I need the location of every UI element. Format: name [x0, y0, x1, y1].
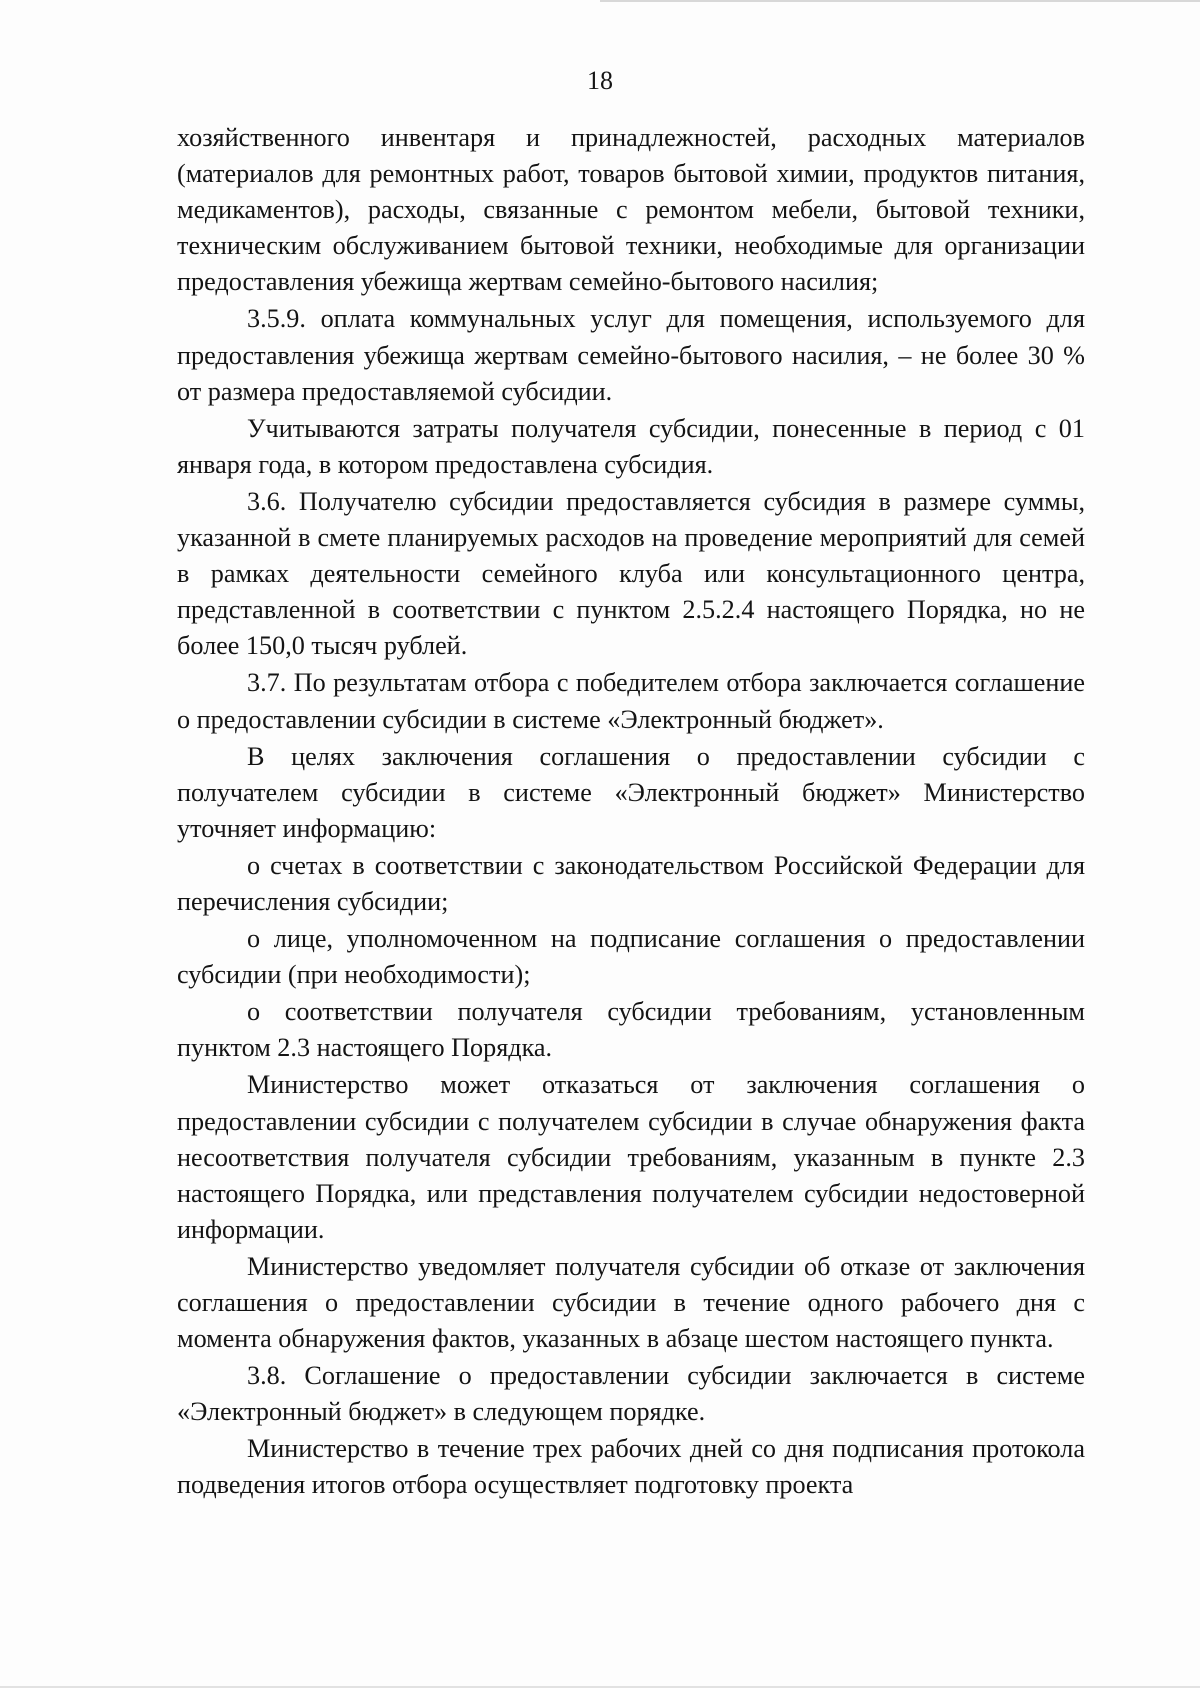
paragraph-ministry-prepares: Министерство в течение трех рабочих дней со дня подписания протокола подведения итогов отбора осуществляет подготовку проекта	[177, 1434, 1085, 1500]
paragraph-signatory: о лице, уполномоченном на подписание соглашения о предоставлении субсидии (при необходимости);	[177, 924, 1085, 990]
paragraph-accounts: о счетах в соответствии с законодательством Российской Федерации для перечисления субсидии;	[177, 850, 1085, 916]
paragraph-notification: Министерство уведомляет получателя субсидии об отказе от заключения соглашения о предоставлении субсидии в течение одного рабочего дня с момента обнаружения фактов, указанных в абзаце шестом настоящего пункта.	[177, 1251, 1085, 1354]
paragraph-3-8: 3.8. Соглашение о предоставлении субсидии заключается в системе «Электронный бюджет» в следующем порядке.	[177, 1361, 1085, 1427]
paragraph-3-5-9: 3.5.9. оплата коммунальных услуг для помещения, используемого для предоставления убежища жертвам семейно-бытового насилия, – не более 30 % от размера предоставляемой субсидии.	[177, 304, 1085, 406]
paragraph-requirements: о соответствии получателя субсидии требованиям, установленным пунктом 2.3 настоящего Порядка.	[177, 997, 1085, 1063]
page-number: 18	[587, 66, 613, 95]
scan-edge-top	[600, 0, 1200, 2]
paragraph-3-6: 3.6. Получателю субсидии предоставляется субсидия в размере суммы, указанной в смете планируемых расходов на проведение мероприятий для семей в рамках деятельности семейного клуба или консультационного центра, представленной в соответствии с пунктом 2.5.2.4 настоящего Порядка, но не более 150,0 тысяч рублей.	[177, 486, 1085, 661]
paragraph-3-7: 3.7. По результатам отбора с победителем отбора заключается соглашение о предоставлении субсидии в системе «Электронный бюджет».	[177, 668, 1085, 734]
paragraph-inventory-expenses: хозяйственного инвентаря и принадлежностей, расходных материалов (материалов для ремонтных работ, товаров бытовой химии, продуктов питания, медикаментов), расходы, связанные с ремонтом мебели, бытовой техники, техническим обслуживанием бытовой техники, необходимые для организации предоставления убежища жертвам семейно-бытового насилия;	[177, 123, 1085, 297]
paragraph-ministry-clarifies: В целях заключения соглашения о предоставлении субсидии с получателем субсидии в системе «Электронный бюджет» Министерство уточняет информацию:	[177, 741, 1085, 843]
paragraph-refusal: Министерство может отказаться от заключения соглашения о предоставлении субсидии с получателем субсидии в случае обнаружения факта несоответствия получателя субсидии требованиям, указанным в пункте 2.3 настоящего Порядка, или представления получателем субсидии недостоверной информации.	[177, 1070, 1085, 1244]
paragraph-costs-period: Учитываются затраты получателя субсидии, понесенные в период с 01 января года, в котором предоставлена субсидия.	[177, 413, 1085, 479]
document-body	[177, 120, 1085, 1504]
